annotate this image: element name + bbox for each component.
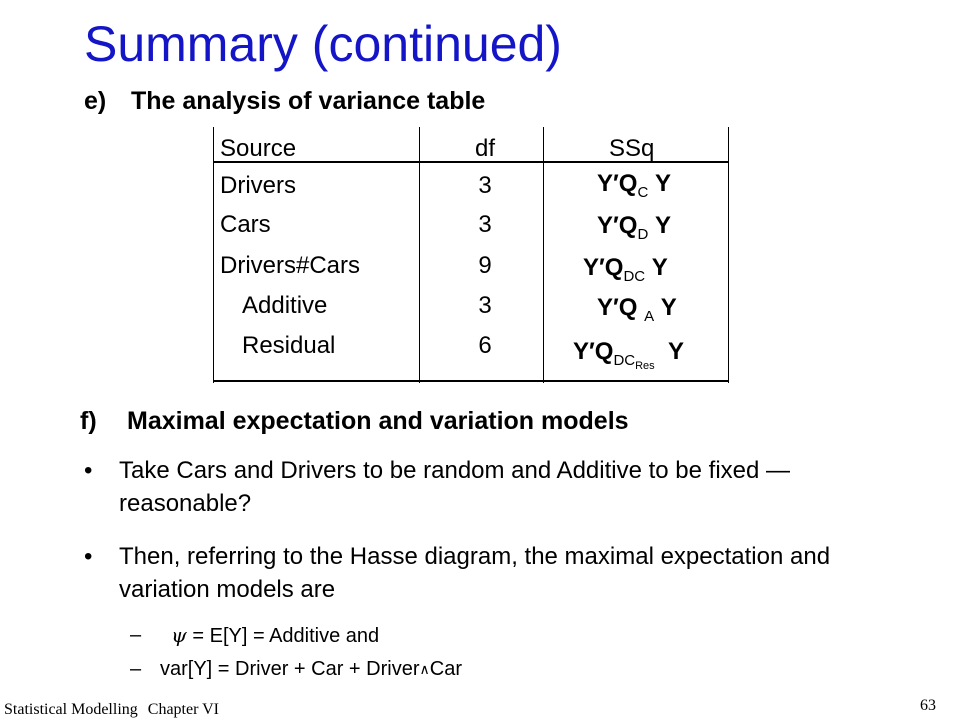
wedge-symbol: ∧ [419,662,430,678]
psi-symbol: ψ [171,623,187,647]
footer-course-name: Statistical Modelling [4,701,138,718]
table-divider-1 [419,127,420,383]
footer-course [4,700,219,720]
row-ssq: $Y'Q_C$ Y [597,170,671,201]
row-df: 3 [478,172,492,199]
header-df: df [474,135,495,162]
dash-marker: – [130,658,142,680]
row-ssq: Y′Q $_A$ Y [597,294,677,325]
row-source: Additive [242,292,328,319]
row-source: Drivers [220,172,296,199]
footer-chapter: Chapter VI [147,701,220,718]
row-df: 3 [478,211,492,238]
row-source: Residual [242,332,336,359]
table-border-right [728,127,729,383]
table-border-left [213,127,214,383]
header-source: Source [220,135,297,162]
sub-bullet-text: var[Y] = Driver + Car + Driver∧Car [160,658,462,680]
bullet-text: Take Cars and Drivers to be random and Additive to be fixed — reasonable? [119,457,791,517]
page-number: 63 [920,697,936,714]
row-df: 6 [478,332,492,359]
bullet-text: Then, referring to the Hasse diagram, the maximal expectation and variation models are [119,543,831,603]
header-ssq: SSq [609,135,655,162]
row-source: Cars [220,211,271,238]
row-source: Drivers#Cars [220,252,361,279]
bullet-marker: • [84,543,93,570]
row-ssq: $Y'Q_{DC}$ Y [583,254,668,285]
section-f-text: Maximal expectation and variation models [127,407,629,435]
row-df: 3 [478,292,492,319]
section-e-text: The analysis of variance table [131,87,486,115]
sub-bullet-text: ψ = E[Y] = Additive and [171,623,380,647]
dash-marker: – [130,624,142,646]
table-divider-2 [543,127,544,383]
row-ssq: $Y'Q_D$ Y [597,212,671,243]
row-ssq: $Y'Q_{DC_{Res}}$ Y [573,338,685,372]
section-e-label: e) [84,87,107,115]
row-df: 9 [478,252,492,279]
slide-title: Summary (continued) [84,16,562,72]
section-f-label: f) [80,407,97,435]
anova-table [213,127,729,383]
bullet-marker: • [84,457,93,484]
